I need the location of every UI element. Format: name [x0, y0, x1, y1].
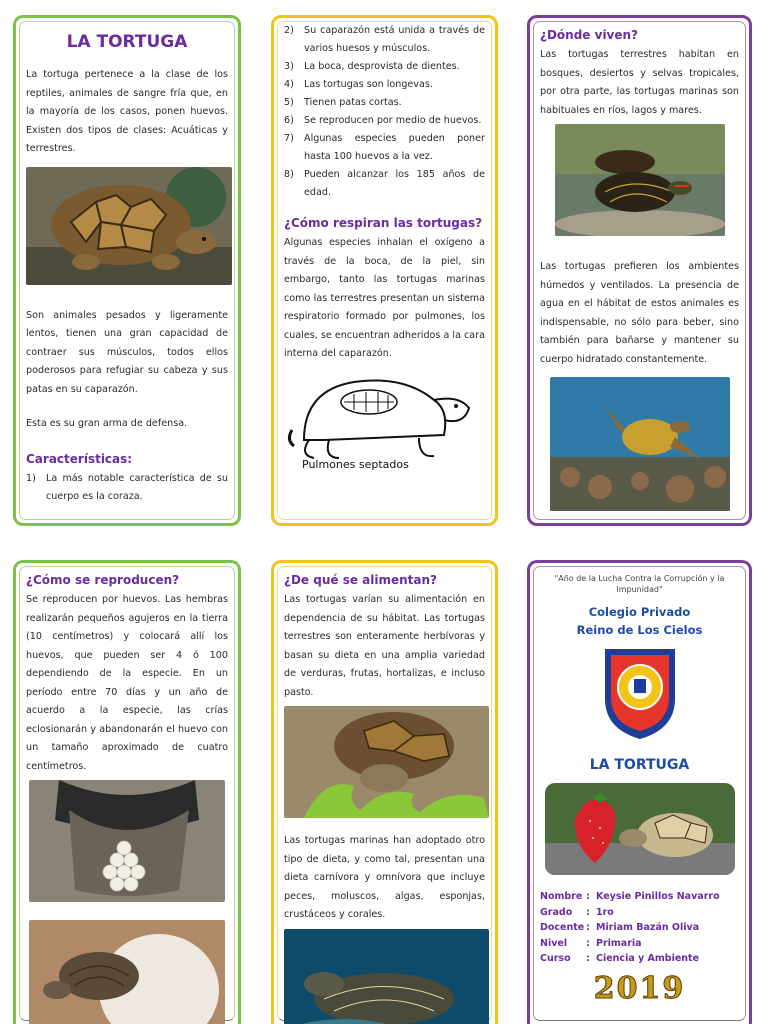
lungs-diagram-svg: [284, 370, 484, 462]
info-row: Grado : 1ro: [540, 906, 614, 918]
diet-heading: ¿De qué se alimentan?: [284, 573, 437, 587]
body-text: Son animales pesados y ligeramente lentos, tienen una gran capacidad de contraer sus músculos, todos ellos poderosos para refugiar su cabeza y sus patas en su caparazón.: [26, 309, 228, 395]
reproduction-text: Se reproducen por huevos. Las hembras realizarán pequeños agujeros en la tierra (10 centímetros) y colocará allí los huevos, que pueden ser 4 ó 100 dependiendo de la especie. En un período entre 70 días y un año de acuerdo a la especie, las crías eclosionarán y abandonarán el huevo con un tamaño aproximado de cuatro centímetros.: [26, 594, 228, 772]
list-item: 3) La boca, desprovista de dientes.: [284, 61, 460, 72]
breathing-heading: ¿Cómo respiran las tortugas?: [284, 216, 483, 230]
habitat-text-2: Las tortugas prefieren los ambientes húmedos y ventilados. La presencia de agua en el hábitat de estos animales es indispensable, no sólo para beber, sino también para bañarse y mantener su cuerpo hidratado constantemente.: [540, 261, 739, 365]
eating-tortoise-photo: [284, 706, 489, 818]
tortoise-photo: [26, 167, 232, 285]
sea-turtle-photo: [550, 377, 730, 511]
info-row: Docente : Miriam Bazán Oliva: [540, 922, 700, 933]
features-list: [26, 470, 228, 506]
panel-intro: [13, 15, 241, 526]
panel-habitat: [527, 15, 752, 526]
habitat-text: Las tortugas terrestres habitan en bosques, desiertos y selvas tropicales, por otra parte, las tortugas marinas son habituales en ríos, lagos y mares.: [540, 49, 739, 116]
panel-diet: [271, 560, 498, 1024]
cover-title: LA TORTUGA: [589, 757, 690, 773]
hatchling-photo: [29, 920, 225, 1024]
diet-text-2: Las tortugas marinas han adoptado otro tipo de dieta, y como tal, presentan una dieta carnívora y omnívora que incluye peces, moluscos, algas, esponjas, crustáceos y corales.: [284, 835, 485, 920]
reproduction-heading: ¿Cómo se reproducen?: [26, 573, 180, 587]
year-motto: "Año de la Lucha Contra la Corrupción y la Impunidad": [554, 574, 725, 594]
panel-cover: [527, 560, 752, 1024]
intro-text: La tortuga pertenece a la clase de los reptiles, animales de sangre fría que, en la mayoría de los casos, ponen huevos. Existen dos tipos de clases: Acuáticas y terrestres.: [26, 69, 228, 154]
page-title: LA TORTUGA: [66, 32, 188, 52]
river-turtles-photo: [555, 124, 725, 236]
list-item: 5) Tienen patas cortas.: [284, 97, 402, 108]
list-item: 7) Algunas especies pueden poner hasta 100 huevos a la vez.: [284, 133, 485, 162]
panel-features: [271, 15, 498, 526]
tortoise-strawberry-photo: [545, 783, 735, 875]
list-item: 8) Pueden alcanzar los 185 años de edad.: [284, 169, 485, 198]
student-info: [540, 889, 739, 967]
info-row: Nombre : Keysie Pinillos Navarro: [540, 891, 720, 902]
school-crest-icon: [601, 643, 679, 741]
school-name: Colegio Privado Reino de Los Cielos: [576, 605, 703, 637]
list-item: 2) Su caparazón está unida a través de varios huesos y músculos.: [284, 25, 485, 54]
lungs-diagram: [284, 370, 485, 480]
info-row: Curso : Ciencia y Ambiente: [540, 953, 700, 964]
defense-text: Esta es su gran arma de defensa.: [26, 418, 188, 429]
features-heading: Características:: [26, 451, 133, 466]
panel-reproduction: [13, 560, 241, 1024]
info-row: Nivel : Primaria: [540, 937, 642, 949]
list-item: 6) Se reproducen por medio de huevos.: [284, 115, 482, 126]
habitat-heading: ¿Dónde viven?: [540, 28, 639, 42]
year: 2019: [593, 970, 686, 1006]
list-item: 4) Las tortugas son longevas.: [284, 79, 433, 90]
breathing-text: Algunas especies inhalan el oxígeno a través de la boca, de la piel, sin embargo, tanto las tortugas marinas como las terrestres presentan un sistema respiratorio formado por pulmones, los cuales, se encuentran adheridos a la cara interna del caparazón.: [284, 237, 485, 359]
features-list-cont: [284, 22, 485, 202]
diet-text: Las tortugas varían su alimentación en dependencia de su hábitat. Las tortugas terrestres son enteramente herbívoras y basan su dieta en una amplia variedad de verduras, frutas, hortalizas, e incluso pasto.: [284, 594, 485, 698]
sea-turtle-eating-photo: [284, 929, 489, 1024]
list-item: 1) La más notable característica de su cuerpo es la coraza.: [26, 472, 228, 502]
diagram-caption: Pulmones septados: [302, 457, 409, 471]
turtle-eggs-photo: [29, 780, 225, 902]
